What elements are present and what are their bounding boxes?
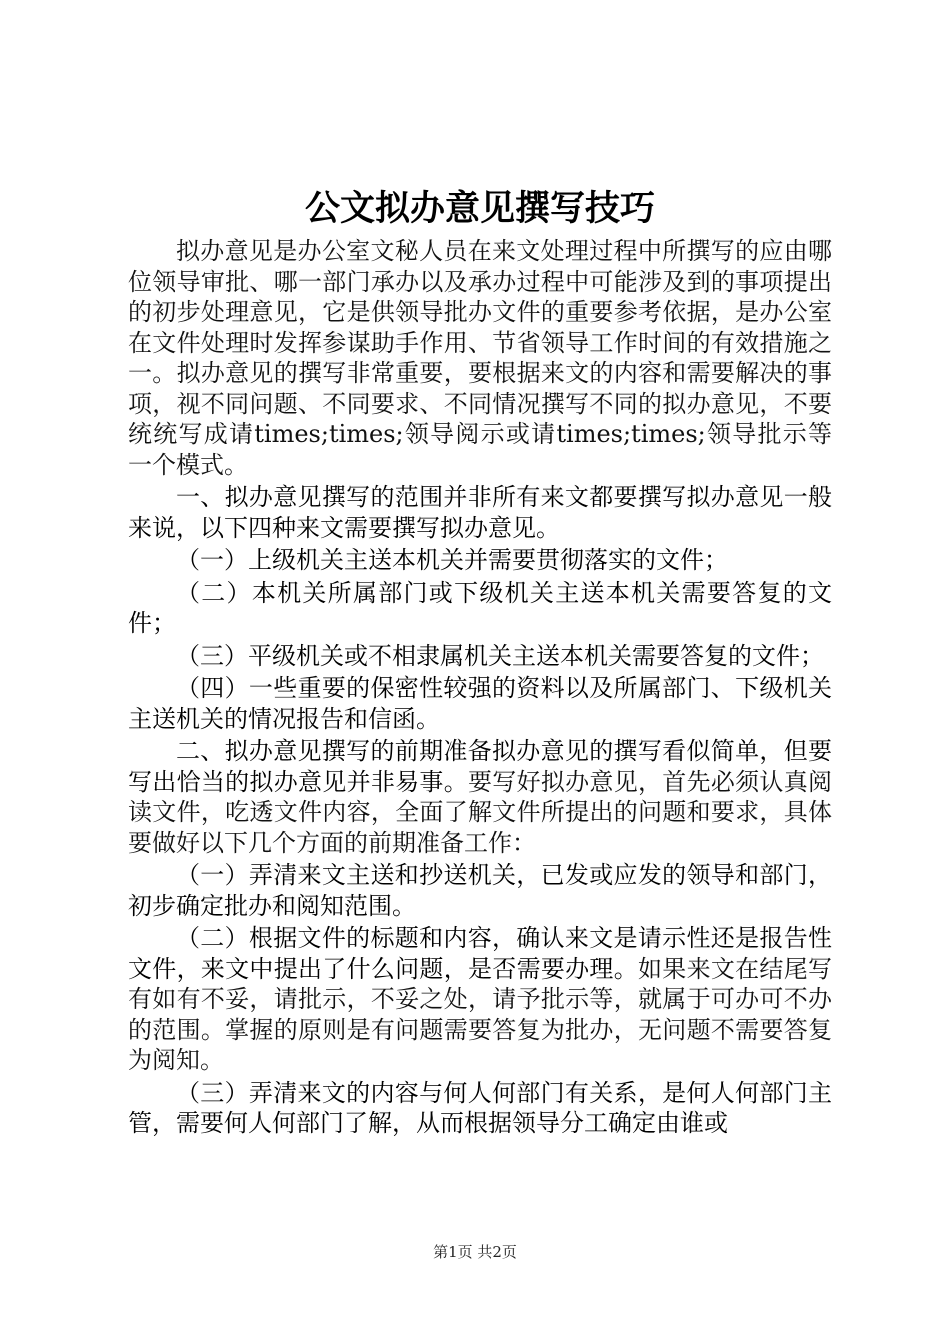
paragraph-item-2-3 (128, 1078, 832, 1139)
list-item: （二）根据文件的标题和内容，确认来文是请示性还是报告性文件，来文中提出了什么问题，是否需要办理。 (128, 924, 832, 983)
paragraph-section-2 (128, 736, 832, 858)
paragraph-item-1-1 (128, 545, 832, 576)
paragraph-item-2-2 (128, 923, 832, 1076)
paragraph-item-1-3 (128, 641, 832, 672)
list-item: （三）平级机关或不相隶属机关主送本机关需要答复的文件； (176, 641, 824, 670)
document-title: 公文拟办意见撰写技巧 (304, 188, 655, 229)
list-item: （二）本机关所属部门或下级机关主送本机关需要答复的文件； (128, 578, 832, 637)
document-body (128, 186, 832, 1139)
paragraph-intro (128, 236, 832, 480)
list-item: （一）上级机关主送本机关并需要贯彻落实的文件； (176, 546, 728, 574)
list-item: （三）弄清来文的内容与何人何部门有关系，是何人何部门主管，需要何人何部门了解，从而根据领导分工确定由谁或 (128, 1078, 832, 1137)
paragraph-item-2-1 (128, 860, 832, 921)
section-heading: 一、拟办意见撰写的范围并非所有来文都要撰写拟办意见一般来说，以下四种来文需要撰写拟办意见。 (128, 483, 832, 542)
paragraph-section-1 (128, 482, 832, 543)
paragraph-item-1-4 (128, 673, 832, 734)
list-item: （一）弄清来文主送和抄送机关，已发或应发的领导和部门，初步确定批办和阅知范围。 (128, 861, 832, 920)
paragraph-item-1-2 (128, 578, 832, 639)
paragraph-text: 如果来文在结尾写有如有不妥，请批示，不妥之处，请予批示等，就属于可办可不办的范围。掌握的原则是有问题需要答复为批办，无问题不需要答复为阅知。 (128, 954, 832, 1074)
list-item: （四）一些重要的保密性较强的资料以及所属部门、下级机关主送机关的情况报告和信函。 (128, 674, 832, 733)
paragraph-text: 要写好拟办意见，首先必须认真阅读文件，吃透文件内容，全面了解文件所提出的问题和要求，具体要做好以下几个方面的前期准备工作： (128, 767, 832, 857)
page-footer: 第1页 共2页 (433, 1243, 517, 1261)
paragraph-text: 拟办意见是办公室文秘人员在来文处理过程中所撰写的应由哪位领导审批、哪一部门承办以及承办过程中可能涉及到的事项提出的初步处理意见，它是供领导批办文件的重要参考依据，是办公室在文件处理时发挥参谋助手作用、节省领导工作时间的有效措施之一。拟办意见的撰写非常重要，要根据来文的内容和需要解决的事项，视不同问题、不同要求、不同情况撰写不同的拟办意见，不要统统写成请times;times;领导阅示或请times;times;领导批示等一个模式。 (128, 237, 832, 479)
section-heading: 二、拟办意见撰写的前期准备拟办意见的撰写看似简单，但要写出恰当的拟办意见并非易事。 (128, 737, 832, 796)
